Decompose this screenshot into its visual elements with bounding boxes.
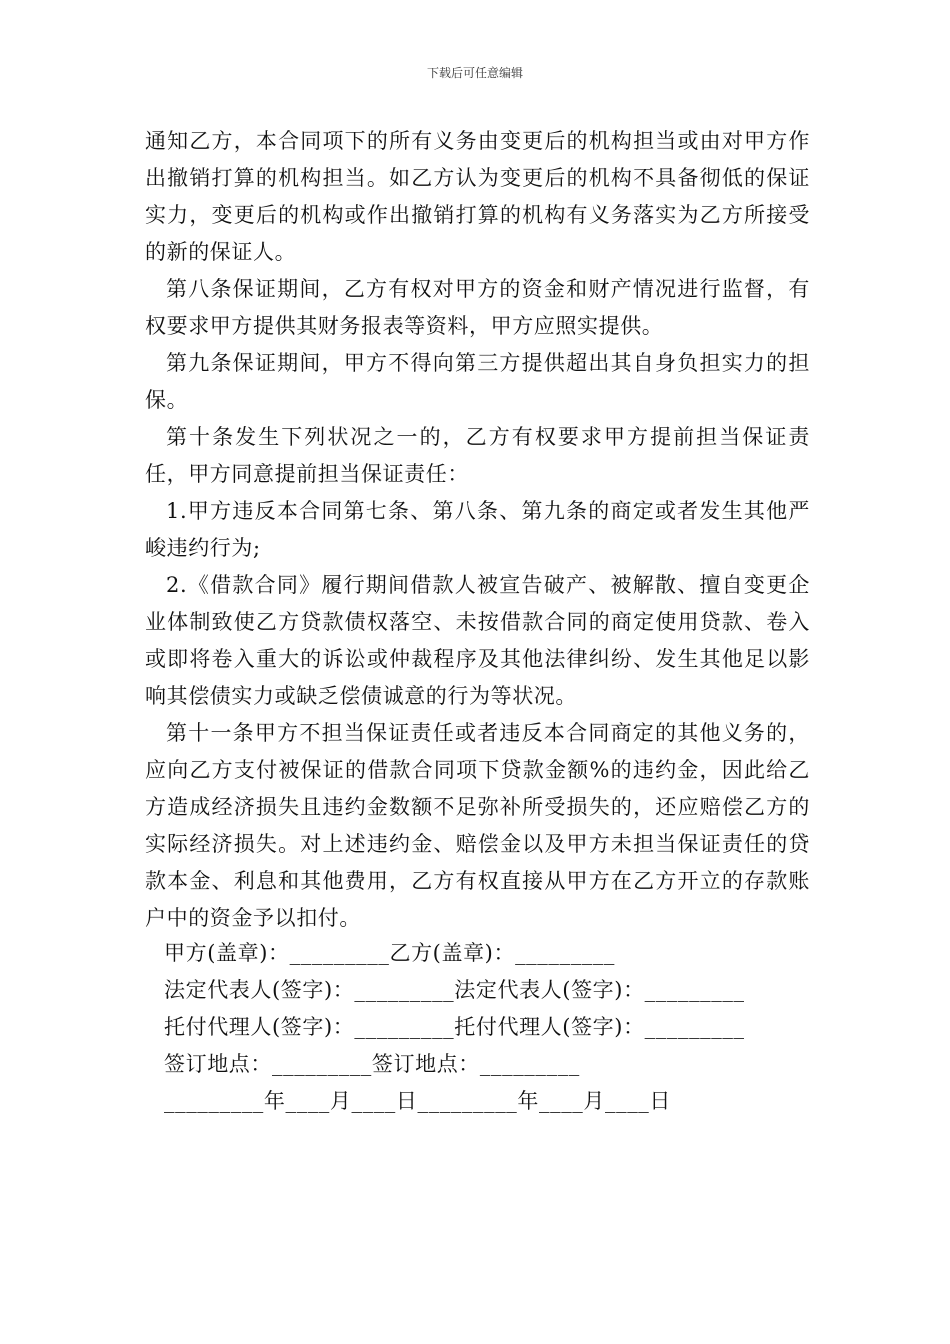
paragraph-article-11: 第十一条甲方不担当保证责任或者违反本合同商定的其他义务的，应向乙方支付被保证的借款合同项下贷款金额%的违约金，因此给乙方造成经济损失且违约金数额不足弥补所受损失的，还应赔偿乙方的实际经济损失。对上述违约金、赔偿金以及甲方未担当保证责任的贷款本金、利息和其他费用，乙方有权直接从甲方在乙方开立的存款账户中的资金予以扣付。 bbox=[145, 721, 810, 930]
signing-place-line: 签订地点：_________签订地点：_________ bbox=[164, 1052, 580, 1076]
agent-line: 托付代理人(签字)：_________托付代理人(签字)：_________ bbox=[164, 1015, 745, 1039]
paragraph-article-8: 第八条保证期间，乙方有权对甲方的资金和财产情况进行监督，有权要求甲方提供其财务报表等资料，甲方应照实提供。 bbox=[145, 277, 810, 338]
signature-block bbox=[164, 935, 804, 1120]
paragraph-item-2: 2.《借款合同》履行期间借款人被宣告破产、被解散、擅自变更企业体制致使乙方贷款债权落空、未按借款合同的商定使用贷款、卷入或即将卷入重大的诉讼或仲裁程序及其他法律纠纷、发生其他足以影响其偿债实力或缺乏偿债诚意的行为等状况。 bbox=[145, 573, 810, 708]
seal-line: 甲方(盖章)：_________乙方(盖章)：_________ bbox=[164, 941, 615, 965]
paragraph-article-9: 第九条保证期间，甲方不得向第三方提供超出其自身负担实力的担保。 bbox=[145, 351, 810, 412]
contract-body bbox=[145, 123, 810, 937]
date-line: _________年____月____日_________年____月____日 bbox=[164, 1089, 671, 1113]
legal-representative-line: 法定代表人(签字)：_________法定代表人(签字)：_________ bbox=[164, 978, 745, 1002]
paragraph-notice-continuation: 通知乙方，本合同项下的所有义务由变更后的机构担当或由对甲方作出撤销打算的机构担当。如乙方认为变更后的机构不具备彻低的保证实力，变更后的机构或作出撤销打算的机构有义务落实为乙方所接受的新的保证人。 bbox=[145, 129, 810, 264]
page-header: 下载后可任意编辑 bbox=[426, 66, 523, 80]
paragraph-item-1: 1.甲方违反本合同第七条、第八条、第九条的商定或者发生其他严峻违约行为; bbox=[145, 499, 810, 560]
paragraph-article-10: 第十条发生下列状况之一的，乙方有权要求甲方提前担当保证责任，甲方同意提前担当保证责任： bbox=[145, 425, 810, 486]
